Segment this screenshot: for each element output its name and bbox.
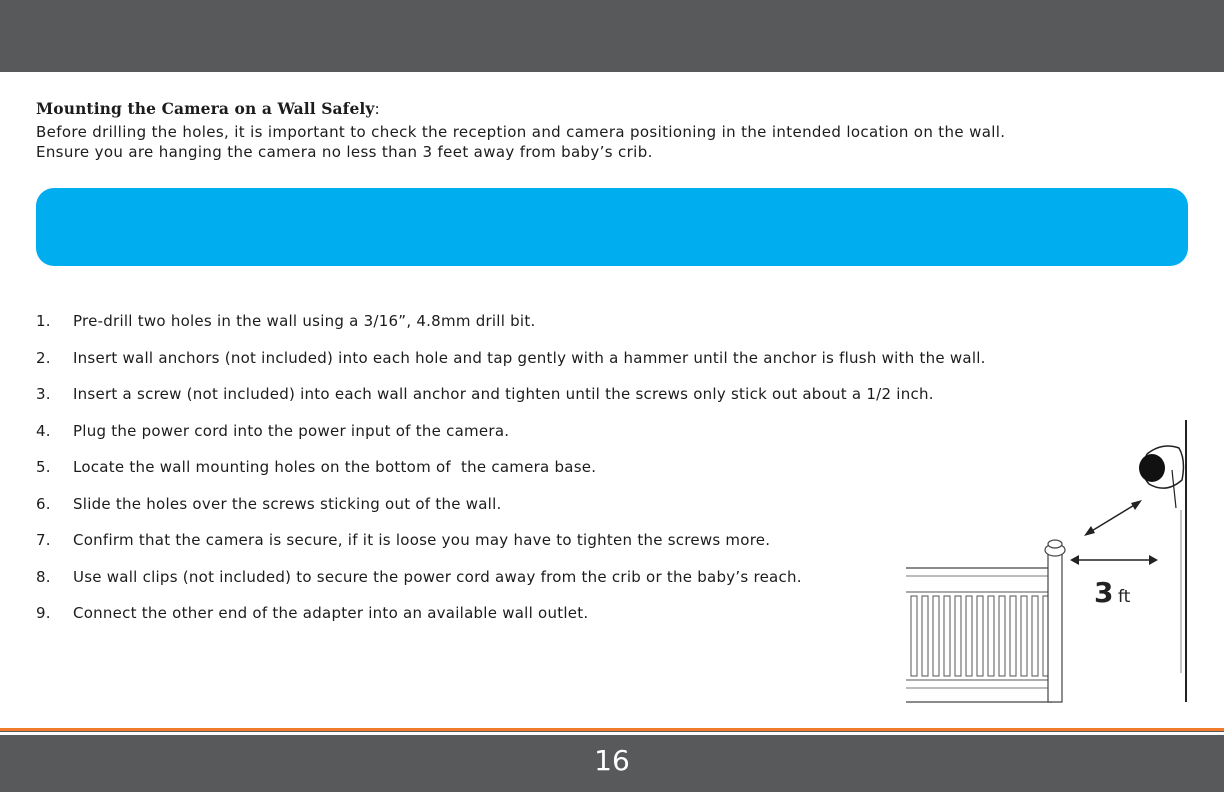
diagonal-distance-arrow <box>1084 500 1142 536</box>
step-number: 4. <box>36 421 51 440</box>
step-text: Locate the wall mounting holes on the bottom of the camera base. <box>73 458 597 476</box>
page-number: 16 <box>594 744 630 777</box>
footer-bar <box>0 735 1224 792</box>
crib <box>906 540 1065 702</box>
list-item <box>36 348 1206 368</box>
step-text: Use wall clips (not included) to secure the power cord away from the crib or the baby’s reach. <box>73 567 802 586</box>
intro-paragraph <box>36 122 1206 162</box>
step-number: 9. <box>36 604 51 622</box>
step-text: Plug the power cord into the power input of the camera. <box>73 421 510 440</box>
step-number: 3. <box>36 385 51 403</box>
header-bar <box>0 0 1224 72</box>
step-text: Insert wall anchors (not included) into each hole and tap gently with a hammer until the anchor is flush with the wall. <box>73 348 986 367</box>
section-title <box>36 99 1206 119</box>
crib-distance-illustration <box>900 418 1200 706</box>
footer-rule-grey <box>0 731 1224 732</box>
warning-banner <box>36 188 1188 266</box>
step-number: 2. <box>36 348 51 367</box>
step-number: 1. <box>36 312 51 330</box>
step-number: 5. <box>36 458 51 476</box>
step-text: Connect the other end of the adapter into an available wall outlet. <box>73 604 589 622</box>
intro-line-1: Before drilling the holes, it is important to check the reception and camera positioning in the intended location on the wall. <box>36 123 1006 141</box>
step-text: Pre-drill two holes in the wall using a 3/16”, 4.8mm drill bit. <box>73 312 536 330</box>
section-title-colon: : <box>374 100 380 118</box>
distance-value: 3 <box>1094 576 1114 609</box>
list-item <box>36 311 1206 331</box>
step-number: 8. <box>36 567 51 586</box>
step-text: Slide the holes over the screws sticking out of the wall. <box>73 494 502 513</box>
intro-section <box>36 99 1206 162</box>
step-text: Confirm that the camera is secure, if it is loose you may have to tighten the screws more. <box>73 531 771 549</box>
horizontal-distance-arrow <box>1070 555 1158 565</box>
step-number: 7. <box>36 531 51 549</box>
section-title-text: Mounting the Camera on a Wall Safely <box>36 99 375 118</box>
distance-unit: ft <box>1118 587 1131 607</box>
intro-line-2: Ensure you are hanging the camera no less than 3 feet away from baby’s crib. <box>36 143 653 161</box>
step-text: Insert a screw (not included) into each wall anchor and tighten until the screws only stick out about a 1/2 inch. <box>73 385 934 403</box>
camera-icon <box>1139 446 1183 508</box>
list-item <box>36 384 1206 404</box>
step-number: 6. <box>36 494 51 513</box>
